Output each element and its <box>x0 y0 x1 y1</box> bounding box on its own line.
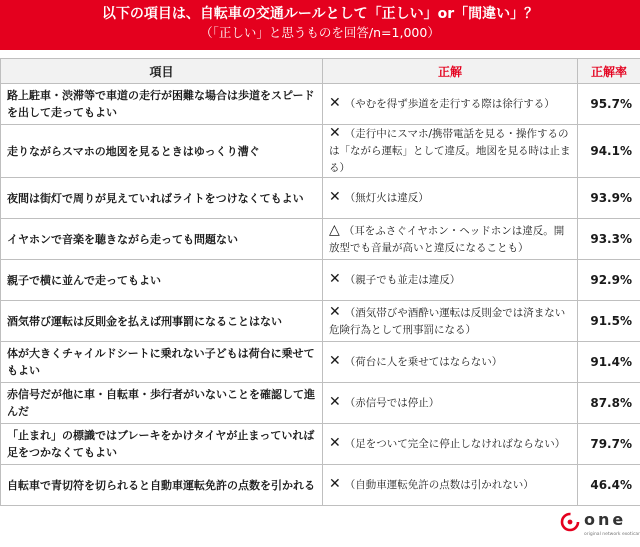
cross-mark-icon: ✕ <box>329 394 341 410</box>
rate-cell: 79.7% <box>578 424 640 465</box>
answer-cell <box>323 219 578 260</box>
answer-text: （耳をふさぐイヤホン・ヘッドホンは違反。開放型でも音量が高いと違反になることも） <box>329 224 565 254</box>
table-body <box>1 84 640 506</box>
triangle-mark-icon: △ <box>329 221 340 238</box>
cross-mark-icon: ✕ <box>329 271 341 287</box>
table-row <box>1 125 640 178</box>
table-row <box>1 383 640 424</box>
table-row <box>1 465 640 506</box>
logo-tagline: original network exoticar <box>584 532 640 537</box>
column-header-answer: 正解 <box>323 59 578 84</box>
answer-text: （走行中にスマホ/携帯電話を見る・操作するのは「ながら運転」として違反。地図を見る時は止まる） <box>329 128 571 174</box>
item-cell: 体が大きくチャイルドシートに乗れない子どもは荷台に乗せてもよい <box>1 342 323 383</box>
answer-cell <box>323 178 578 219</box>
table-row <box>1 84 640 125</box>
table-row <box>1 260 640 301</box>
column-header-rate: 正解率 <box>578 59 640 84</box>
rate-cell: 92.9% <box>578 260 640 301</box>
table-title: 以下の項目は、自転車の交通ルールとして「正しい」or「間違い」？ <box>101 6 539 22</box>
table-subtitle: （「正しい」と思うものを回答/n=1,000） <box>200 25 440 40</box>
item-cell: 自転車で青切符を切られると自動車運転免許の点数を引かれる <box>1 465 323 506</box>
answer-cell <box>323 260 578 301</box>
rate-cell: 46.4% <box>578 465 640 506</box>
cross-mark-icon: ✕ <box>329 95 341 111</box>
rate-cell: 91.5% <box>578 301 640 342</box>
item-cell: 夜間は街灯で周りが見えていればライトをつけなくてもよい <box>1 178 323 219</box>
answer-text: （酒気帯びや酒酔い運転は反則金では済まない危険行為として刑事罰になる） <box>329 306 566 336</box>
item-cell: イヤホンで音楽を聴きながら走っても問題ない <box>1 219 323 260</box>
answer-text: （親子でも並走は違反） <box>344 274 461 286</box>
cross-mark-icon: ✕ <box>329 476 341 492</box>
rate-cell: 93.9% <box>578 178 640 219</box>
rate-cell: 87.8% <box>578 383 640 424</box>
table-title-banner <box>0 0 640 50</box>
item-cell: 酒気帯び運転は反則金を払えば刑事罰になることはない <box>1 301 323 342</box>
answer-cell <box>323 342 578 383</box>
item-cell: 走りながらスマホの地図を見るときはゆっくり漕ぐ <box>1 125 323 178</box>
logo-wordmark: one <box>584 510 627 529</box>
answer-cell <box>323 383 578 424</box>
answer-cell <box>323 465 578 506</box>
answer-cell <box>323 125 578 178</box>
item-cell: 赤信号だが他に車・自転車・歩行者がいないことを確認して進んだ <box>1 383 323 424</box>
answer-cell <box>323 424 578 465</box>
table-row <box>1 301 640 342</box>
answer-text: （無灯火は違反） <box>344 192 429 204</box>
logo-ring-icon <box>560 512 580 532</box>
cross-mark-icon: ✕ <box>329 353 341 369</box>
rate-cell: 91.4% <box>578 342 640 383</box>
rate-cell: 94.1% <box>578 125 640 178</box>
brand-logo <box>560 508 640 542</box>
table-row <box>1 424 640 465</box>
answer-cell <box>323 84 578 125</box>
table-row <box>1 342 640 383</box>
answer-text: （荷台に人を乗せてはならない） <box>344 356 503 368</box>
answer-text: （赤信号では停止） <box>344 397 440 409</box>
rate-cell: 93.3% <box>578 219 640 260</box>
answer-cell <box>323 301 578 342</box>
table-row <box>1 178 640 219</box>
answer-text: （自動車運転免許の点数は引かれない） <box>344 479 534 491</box>
item-cell: 親子で横に並んで走ってもよい <box>1 260 323 301</box>
cross-mark-icon: ✕ <box>329 303 341 320</box>
cross-mark-icon: ✕ <box>329 125 341 141</box>
table-row <box>1 219 640 260</box>
cross-mark-icon: ✕ <box>329 189 341 205</box>
item-cell: 路上駐車・渋滞等で車道の走行が困難な場合は歩道をスピードを出して走ってもよい <box>1 84 323 125</box>
answer-text: （やむを得ず歩道を走行する際は徐行する） <box>344 98 555 110</box>
column-header-item: 項目 <box>1 59 323 84</box>
answer-text: （足をついて完全に停止しなければならない） <box>344 438 566 450</box>
survey-table <box>0 58 640 506</box>
cross-mark-icon: ✕ <box>329 435 341 451</box>
item-cell: 「止まれ」の標識ではブレーキをかけタイヤが止まっていれば足をつかなくてもよい <box>1 424 323 465</box>
rate-cell: 95.7% <box>578 84 640 125</box>
